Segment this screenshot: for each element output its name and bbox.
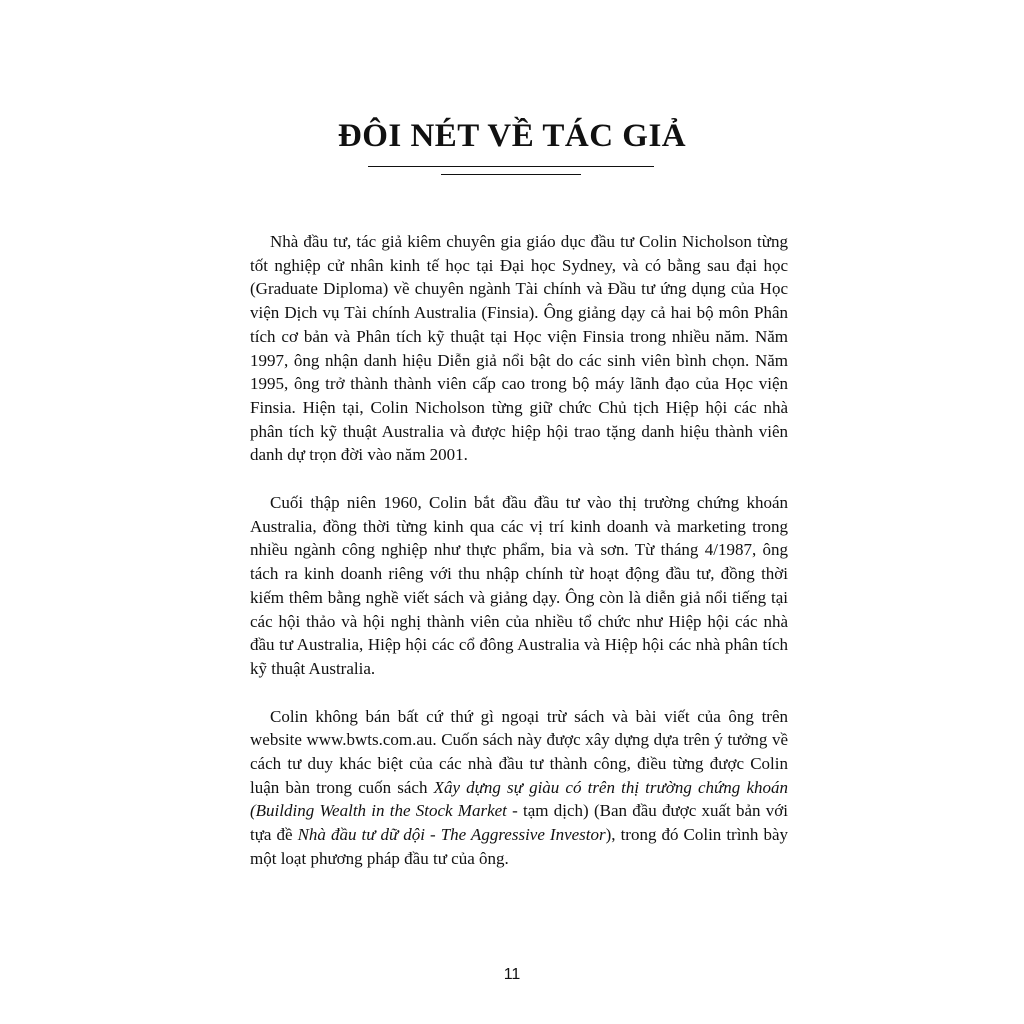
italic-text-run: Nhà đầu tư dữ dội - The Aggressive Investor	[297, 825, 606, 845]
chapter-title: ĐÔI NÉT VỀ TÁC GIẢ	[337, 118, 687, 154]
paragraph	[250, 705, 788, 871]
text-run: Cuối thập niên 1960, Colin bắt đầu đầu tư vào thị trường chứng khoán Australia, đồng thời từng kinh qua các vị trí kinh doanh và marketing trong nhiều ngành công nghiệp như thực phẩm, bia và sơn. Từ tháng 4/1987, ông tách ra kinh doanh riêng với thu nhập chính từ hoạt động đầu tư, đồng thời kiếm thêm bằng nghề viết sách và giảng dạy. Ông còn là diễn giả nổi tiếng tại các hội thảo và hội nghị thành viên của nhiều tổ chức như Hiệp hội các nhà đầu tư Australia, Hiệp hội các cổ đông Australia và Hiệp hội các nhà phân tích kỹ thuật Australia.	[250, 493, 788, 678]
text-run: Nhà đầu tư, tác giả kiêm chuyên gia giáo dục đầu tư Colin Nicholson từng tốt nghiệp cử nhân kinh tế học tại Đại học Sydney, và có bằng sau đại học (Graduate Diploma) về chuyên ngành Tài chính và Đầu tư ứng dụng của Học viện Dịch vụ Tài chính Australia (Finsia). Ông giảng dạy cả hai bộ môn Phân tích cơ bản và Phân tích kỹ thuật tại Học viện Finsia trong nhiều năm. Năm 1997, ông nhận danh hiệu Diễn giả nổi bật do các sinh viên bình chọn. Năm 1995, ông trở thành thành viên cấp cao trong bộ máy lãnh đạo của Học viện Finsia. Hiện tại, Colin Nicholson từng giữ chức Chủ tịch Hiệp hội các nhà phân tích kỹ thuật Australia và được hiệp hội trao tặng danh hiệu thành viên danh dự trọn đời vào năm 2001.	[250, 232, 788, 465]
title-underline-long	[368, 166, 654, 167]
text-run: ), trong đó Colin trình bày một loạt phương pháp đầu tư của ông.	[250, 825, 788, 868]
page-number: 11	[503, 966, 521, 983]
text-run: - tạm dịch) (Ban đầu được xuất bản với tựa đề	[250, 801, 788, 845]
body-text	[250, 230, 788, 895]
text-run: Colin không bán bất cứ thứ gì ngoại trừ sách và bài viết của ông trên website www.bwts.com.au. Cuốn sách này được xây dựng dựa trên ý tưởng về cách tư duy khác biệt của các nhà đầu tư thành công, điều từng được Colin luận bàn trong cuốn sách	[250, 706, 788, 797]
title-underline-short	[441, 174, 581, 175]
paragraph	[250, 491, 788, 681]
paragraph	[250, 230, 788, 467]
italic-text-run: Xây dựng sự giàu có trên thị trường chứng khoán (Building Wealth in the Stock Market	[250, 777, 788, 821]
